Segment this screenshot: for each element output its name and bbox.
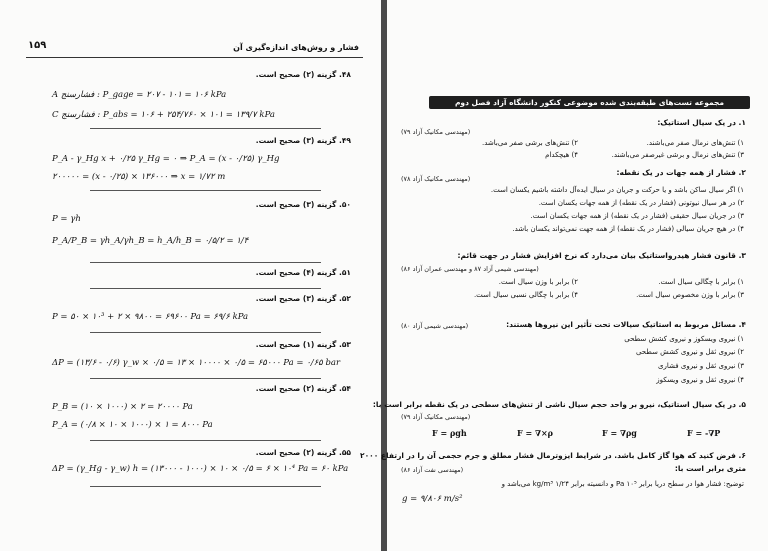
option: ۳) تنش‌های نرمال و برشی غیرصفر می‌باشند. [611,151,744,159]
equation: P_B = (۱۰ × ۱۰۰۰) × ۲ = ۲۰۰۰۰ Pa [52,402,193,412]
separator [90,262,321,263]
question-title: ۵. در یک سیال استاتیک، نیرو بر واحد حجم سیال ناشی از تنش‌های سطحی در یک نقطه برابر است با: [372,400,746,409]
option: ۴) نیروی ثقل و نیروی ویسکوز [656,376,744,384]
equation: ΔP = (γ_Hg - γ_w) h = (۱۳۰۰۰ - ۱۰۰۰) × ۱۰ × ۰/۵ = ۶ × ۱۰⁴ Pa = ۶۰ kPa [52,464,349,474]
separator [90,440,321,441]
equation: A فشارسنج : P_gage = ۲۰۷ - ۱۰۱ = ۱۰۶ kPa [52,90,227,100]
answer-label: ۵۱. گزینه (۴) صحیح است. [255,268,351,277]
option: ۱) برابر با چگالی سیال است. [658,278,744,286]
formula-option: F = ∇ρg [602,428,637,438]
header-title: فشار و روش‌های اندازه‌گیری آن [233,43,359,52]
question-title: ۳. قانون فشار هیدرواستاتیک بیان می‌دارد که نرخ افزایش فشار در جهت قائم: [457,251,746,260]
separator [90,190,321,191]
answer-label: ۵۲. گزینه (۳) صحیح است. [255,294,351,303]
option: ۱) نیروی ویسکوز و نیروی کشش سطحی [624,335,744,343]
formula-option: F = ∇×ρ [517,428,553,438]
note-text: توضیح: فشار هوا در سطح دریا برابر Pa ۱۰⁵ و دانسیته برابر kg/m³ ۱/۲۴ می‌باشد و [501,480,744,488]
option: ۳) برابر با وزن مخصوص سیال است. [636,291,744,299]
separator [90,378,321,379]
page-number: ۱۵۹ [28,40,47,51]
answer-label: ۵۳. گزینه (۱) صحیح است. [255,340,351,349]
option: ۲) در هر سیال نیوتونی (فشار در یک نقطه) از همه جهات یکسان است. [538,199,744,207]
equation: P_A = (۰/۸ × ۱۰ × ۱۰۰۰) × ۱ = ۸۰۰۰ Pa [52,420,213,430]
option: ۲) نیروی ثقل و نیروی کشش سطحی [635,348,744,356]
question-source: (مهندسی نفت آزاد ۸۶) [401,466,464,474]
formula-option: F = -∇P [687,428,721,438]
option: ۲) تنش‌های برشی صفر می‌باشد. [482,139,578,147]
option: ۱) تنش‌های نرمال صفر می‌باشند. [646,139,744,147]
left-page [0,0,381,551]
question-title-cont: متری برابر است با: [674,464,746,473]
header-rule [26,57,363,58]
separator [90,332,321,333]
equation: P = ۵۰ × ۱۰³ + ۲ × ۹۸۰۰ = ۶۹۶۰۰ Pa = ۶۹/۶ kPa [52,312,249,322]
question-source: (مهندسی مکانیک آزاد ۷۹) [401,128,471,136]
option: ۴) برابر با چگالی نسبی سیال است. [473,291,578,299]
option: ۲) برابر با وزن سیال است. [498,278,578,286]
answer-label: ۵۵. گزینه (۲) صحیح است. [255,448,351,457]
equation: ۲۰۰۰۰۰ = (x - ۰/۲۵) × ۱۳۶۰۰۰ ⇒ x = ۱/۷۲ m [52,172,226,182]
equation: P_A/P_B = γh_A/γh_B = h_A/h_B = ۰/۵/۲ = ۱/۴ [52,236,249,246]
equation: g = ۹/۸۰۶ m/s² [402,494,463,504]
option: ۳) در جریان سیال حقیقی (فشار در یک نقطه) از همه جهات یکسان است. [530,212,744,220]
answer-label: ۵۴. گزینه (۲) صحیح است. [255,384,351,393]
equation: P = γh [52,214,81,224]
separator [90,288,321,289]
question-source: (مهندسی شیمی آزاد ۸۷ و مهندسی عمران آزاد ۸۶) [401,265,539,273]
question-title: ۴. مسائل مربوط به استاتیک سیالات تحت تأثیر این نیروها هستند: [506,320,746,329]
option: ۳) نیروی ثقل و نیروی فشاری [658,362,744,370]
question-source: (مهندسی مکانیک آزاد ۷۸) [401,175,471,183]
question-source: (مهندسی شیمی آزاد ۸۰) [401,322,469,330]
question-title: ۲. فشار از همه جهات در یک نقطه: [616,168,746,177]
answer-label: ۴۸. گزینه (۲) صحیح است. [255,70,351,79]
separator [90,128,321,129]
formula-option: F = ρgh [432,428,467,438]
equation: ΔP = (۱۳/۶ - ۰/۶) γ_w × ۰/۵ = ۱۳ × ۱۰۰۰۰ × ۰/۵ = ۶۵۰۰۰ Pa = ۰/۶۵ bar [52,358,341,368]
question-title: ۱. در یک سیال استاتیک: [657,118,746,127]
equation: P_A - γ_Hg x + ۰/۲۵ γ_Hg = ۰ ⇒ P_A = (x - ۰/۲۵) γ_Hg [52,154,280,164]
right-page [360,0,768,551]
option: ۱) اگر سیال ساکن باشد و یا حرکت و جریان در سیال ایده‌آل داشته باشیم یکسان است. [490,186,744,194]
answer-label: ۵۰. گزینه (۳) صحیح است. [255,200,351,209]
question-title: ۶. فرض کنید که هوا گاز کامل باشد. در شرایط ایزوترمال فشار مطلق و جرم حجمی آن را در ارتفاع ۲۰۰۰ [360,451,746,460]
option: ۴) در هیچ جریان سیالی (فشار در یک نقطه) از همه جهت نمی‌تواند یکسان باشد. [512,225,744,233]
question-source: (مهندسی مکانیک آزاد ۷۹) [401,413,471,421]
equation: C فشارسنج : P_abs = ۱۰۶ + ۲۵۴/۷۶۰ × ۱۰۱ = ۱۳۹/۷ kPa [52,110,275,120]
answer-label: ۴۹. گزینه (۳) صحیح است. [255,136,351,145]
option: ۴) هیچکدام [545,151,578,159]
separator [90,486,321,487]
chapter-banner: مجموعه تست‌های طبقه‌بندی شده موضوعی کنکور دانشگاه آزاد فصل دوم [429,96,750,109]
